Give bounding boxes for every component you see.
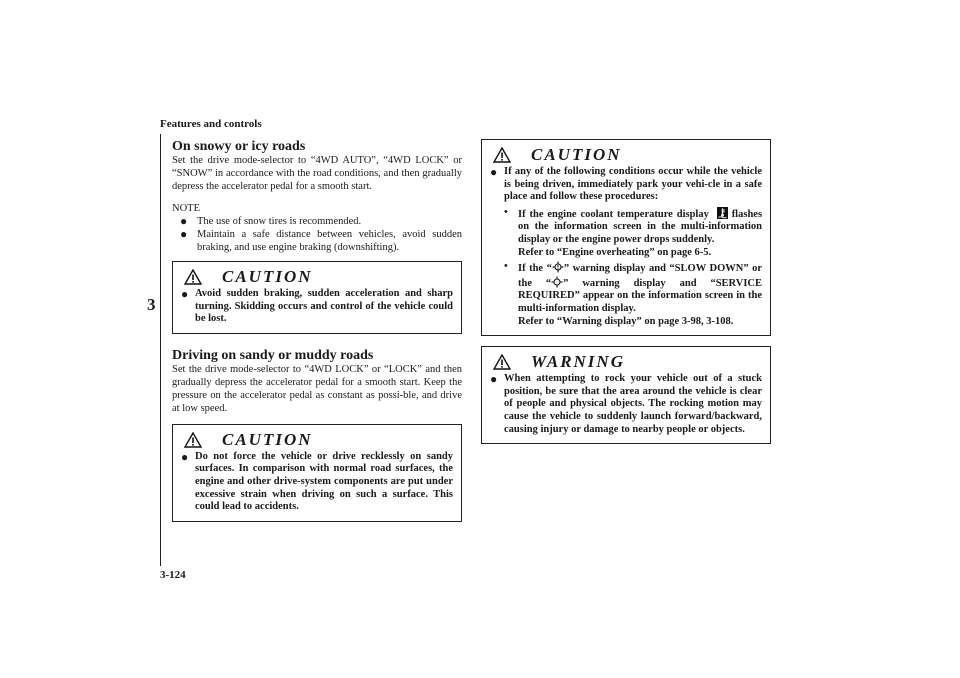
- condition-text: If the “: [518, 263, 552, 275]
- list-item: [490, 166, 762, 328]
- reference-engine-overheating: Refer to “Engine overheating” on page 6-5.: [518, 246, 712, 258]
- bullet-icon: ●: [181, 287, 189, 301]
- sub-bullet-icon: •: [504, 206, 508, 218]
- caution-box-sand: [172, 424, 462, 522]
- right-column: [481, 139, 771, 444]
- note-text: The use of snow tires is recommended.: [197, 216, 362, 227]
- caution-box-driving: [172, 261, 462, 334]
- coolant-temperature-icon: [717, 207, 728, 219]
- note-list: [172, 215, 462, 254]
- bullet-icon: ●: [490, 372, 498, 387]
- condition-text: If the engine coolant temperature display: [518, 208, 709, 220]
- caution-header: [181, 266, 453, 288]
- caution-intro: If any of the following conditions occur while the vehicle is being driven, immediately park your vehi-cle in a safe place and follow these procedures:: [504, 166, 762, 203]
- caution-title: CAUTION: [222, 429, 313, 449]
- list-item: [504, 261, 762, 328]
- bullet-icon: ●: [490, 165, 498, 179]
- list-item: [181, 288, 453, 326]
- snow-heading: On snowy or icy roads: [172, 139, 306, 154]
- bullet-icon: ●: [181, 449, 189, 464]
- sand-body: Set the drive mode-selector to “4WD LOCK” or “LOCK” and then gradually depress the accelerator pedal for a smooth start. Keep the pressure on the accelerator pedal as constant as possi-ble, and drive at low speed.: [172, 363, 462, 414]
- caution-box-conditions: [481, 139, 771, 336]
- list-item: [490, 373, 762, 436]
- caution-header: [181, 429, 453, 451]
- sub-bullet-icon: •: [504, 261, 508, 273]
- warning-title: WARNING: [531, 352, 625, 372]
- warning-box-rocking: [481, 346, 771, 444]
- warning-triangle-icon: [493, 354, 511, 370]
- note-text: Maintain a safe distance between vehicles, avoid sudden braking, and use engine braking (downshifting).: [197, 229, 462, 253]
- condition-text-end: ” warning display and “SERVICE REQUIRED” appear on the information screen in the multi-information display.: [518, 277, 763, 314]
- chapter-number: 3: [147, 295, 156, 314]
- caution-title: CAUTION: [531, 145, 622, 164]
- warning-triangle-icon: [184, 432, 202, 448]
- caution-title: CAUTION: [222, 267, 313, 286]
- drivetrain-warning-icon: [552, 261, 564, 273]
- caution-list: [181, 288, 453, 326]
- condition-text-continued: flashes on the information screen in the multi-information display or the engine power drops suddenly.: [518, 208, 763, 245]
- note-label: NOTE: [172, 203, 200, 214]
- bullet-icon: ●: [180, 214, 188, 228]
- chapter-divider: [160, 134, 161, 566]
- running-header: Features and controls: [160, 118, 262, 130]
- warning-list: [490, 373, 762, 436]
- warning-triangle-icon: [184, 269, 202, 285]
- caution-list: [181, 451, 453, 514]
- page-number: 3-124: [160, 569, 186, 581]
- warning-triangle-icon: [493, 147, 511, 163]
- caution-text: Do not force the vehicle or drive recklessly on sandy surfaces. In comparison with normal road surfaces, the engine and other drive-system components are put under excessive strain when driving on such a surface. This could lead to accidents.: [195, 450, 453, 513]
- condition-list: [504, 207, 762, 328]
- drivetrain-warning-icon: [551, 276, 563, 288]
- caution-header: [490, 144, 762, 166]
- condition-text-middle: ” warning display and “SLOW DOWN” or the “: [518, 263, 762, 289]
- warning-header: [490, 351, 762, 373]
- list-item: [504, 207, 762, 259]
- warning-text: When attempting to rock your vehicle out of a stuck position, be sure that the area around the vehicle is clear of people and physical objects. The rocking motion may cause the vehicle to suddenly launch forward/backward, causing injury or damage to nearby people or objects.: [504, 373, 762, 435]
- snow-body: Set the drive mode-selector to “4WD AUTO”, “4WD LOCK” or “SNOW” in accordance with the road conditions, and then gradually depress the accelerator pedal for a smooth start.: [172, 155, 462, 192]
- caution-text: Avoid sudden braking, sudden acceleration and sharp turning. Skidding occurs and control of the vehicle could be lost.: [195, 288, 453, 325]
- reference-warning-display: Refer to “Warning display” on page 3-98, 3-108.: [518, 315, 734, 327]
- list-item: [172, 228, 462, 254]
- list-item: [172, 215, 462, 228]
- list-item: [181, 451, 453, 514]
- caution-list: [490, 166, 762, 328]
- sand-heading: Driving on sandy or muddy roads: [172, 347, 374, 363]
- left-column: [172, 139, 462, 522]
- bullet-icon: ●: [180, 227, 188, 241]
